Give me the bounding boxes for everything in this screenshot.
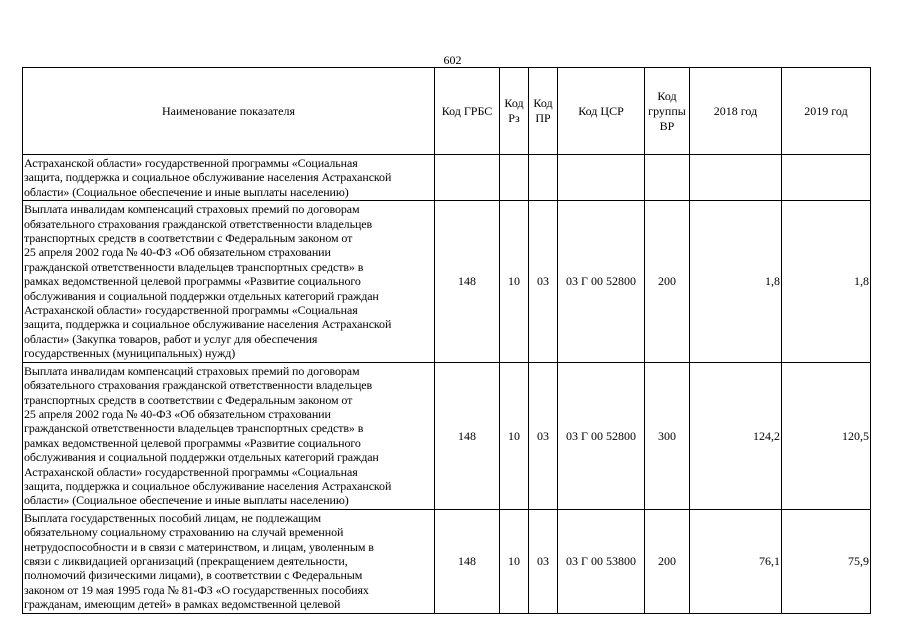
name-line: области» (Социальное обеспечение и иные выплаты населению) — [24, 493, 349, 508]
name-line: обслуживания и социальной поддержки отдельных категорий граждан — [24, 288, 379, 303]
cell-vr: 200 — [645, 509, 690, 613]
cell-name — [23, 362, 435, 509]
header-csr: Код ЦСР — [558, 68, 645, 155]
cell-csr — [558, 155, 645, 201]
name-line: Выплата инвалидам компенсаций страховых премий по договорам — [24, 363, 360, 378]
header-vr: Код группы ВР — [645, 68, 690, 155]
cell-2019: 75,9 — [782, 509, 871, 613]
cell-2019: 120,5 — [782, 362, 871, 509]
name-line: защита, поддержка и социальное обслуживание населения Астраханской — [24, 317, 392, 332]
name-line: защита, поддержка и социальное обслуживание населения Астраханской — [24, 170, 392, 185]
table-row — [23, 155, 871, 201]
header-2018: 2018 год — [690, 68, 782, 155]
name-line: 25 апреля 2002 года № 40-ФЗ «Об обязательном страховании — [24, 245, 331, 260]
cell-pr — [529, 155, 558, 201]
name-line: обслуживания и социальной поддержки отдельных категорий граждан — [24, 450, 379, 465]
cell-pr: 03 — [529, 362, 558, 509]
cell-2018 — [690, 155, 782, 201]
name-line: 25 апреля 2002 года № 40-ФЗ «Об обязательном страховании — [24, 406, 331, 421]
cell-rz: 10 — [500, 509, 529, 613]
header-rz: Код Рз — [500, 68, 529, 155]
cell-rz: 10 — [500, 362, 529, 509]
name-line: рамках ведомственной целевой программы «Развитие социального — [24, 435, 361, 450]
cell-name — [23, 509, 435, 613]
name-line: обязательного страхования гражданской ответственности владельцев — [24, 378, 373, 393]
cell-pr: 03 — [529, 509, 558, 613]
name-line: Астраханской области» государственной программы «Социальная — [24, 464, 358, 479]
cell-rz: 10 — [500, 201, 529, 362]
cell-vr — [645, 155, 690, 201]
name-line: государственных (муниципальных) нужд) — [24, 346, 236, 361]
header-name: Наименование показателя — [23, 68, 435, 155]
cell-grbs: 148 — [435, 509, 500, 613]
name-line: полномочий физическими лицами), в соответствии с Федеральным — [24, 568, 363, 583]
page-number: 602 — [443, 53, 462, 67]
cell-pr: 03 — [529, 201, 558, 362]
name-line: области» (Социальное обеспечение и иные выплаты населению) — [24, 184, 349, 199]
cell-rz — [500, 155, 529, 201]
cell-grbs — [435, 155, 500, 201]
name-line: области» (Закупка товаров, работ и услуг для обеспечения — [24, 331, 318, 346]
name-line: рамках ведомственной целевой программы «Развитие социального — [24, 274, 361, 289]
cell-grbs: 148 — [435, 362, 500, 509]
cell-name — [23, 201, 435, 362]
name-line: связи с ликвидацией организаций (прекращением деятельности, — [24, 553, 348, 568]
name-line: обязательному социальному страхованию на случай временной — [24, 525, 344, 540]
cell-csr: 03 Г 00 53800 — [558, 509, 645, 613]
cell-name — [23, 155, 435, 201]
name-line: гражданам, имеющим детей» в рамках ведомственной целевой — [24, 597, 341, 612]
table-row — [23, 201, 871, 362]
cell-vr: 200 — [645, 201, 690, 362]
cell-grbs: 148 — [435, 201, 500, 362]
cell-2018: 1,8 — [690, 201, 782, 362]
table-body — [23, 155, 871, 614]
cell-vr: 300 — [645, 362, 690, 509]
cell-2018: 76,1 — [690, 509, 782, 613]
cell-2018: 124,2 — [690, 362, 782, 509]
cell-2019 — [782, 155, 871, 201]
header-pr: Код ПР — [529, 68, 558, 155]
table-header-row — [23, 68, 871, 155]
name-line: Астраханской области» государственной программы «Социальная — [24, 156, 358, 170]
header-2019: 2019 год — [782, 68, 871, 155]
name-line: Выплата инвалидам компенсаций страховых премий по договорам — [24, 202, 360, 217]
name-line: Выплата государственных пособий лицам, не подлежащим — [24, 510, 322, 525]
header-grbs: Код ГРБС — [435, 68, 500, 155]
name-line: транспортных средств в соответствии с Федеральным законом от — [24, 392, 353, 407]
name-line: Астраханской области» государственной программы «Социальная — [24, 303, 358, 318]
name-line: защита, поддержка и социальное обслуживание населения Астраханской — [24, 478, 392, 493]
cell-csr: 03 Г 00 52800 — [558, 201, 645, 362]
cell-csr: 03 Г 00 52800 — [558, 362, 645, 509]
table-row — [23, 509, 871, 613]
name-line: нетрудоспособности и в связи с материнством, и лицам, уволенным в — [24, 539, 374, 554]
name-line: обязательного страхования гражданской ответственности владельцев — [24, 216, 373, 231]
table-row — [23, 362, 871, 509]
name-line: законом от 19 мая 1995 года № 81-ФЗ «О государственных пособиях — [24, 582, 369, 597]
name-line: гражданской ответственности владельцев транспортных средств» в — [24, 259, 364, 274]
name-line: транспортных средств в соответствии с Федеральным законом от — [24, 231, 353, 246]
cell-2019: 1,8 — [782, 201, 871, 362]
budget-table — [22, 67, 871, 614]
name-line: гражданской ответственности владельцев транспортных средств» в — [24, 421, 364, 436]
